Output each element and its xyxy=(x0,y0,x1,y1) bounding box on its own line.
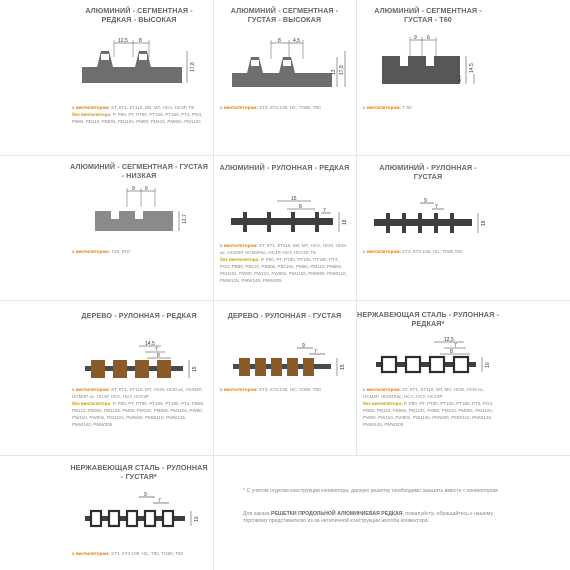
dim-label: 9 xyxy=(132,186,135,192)
dim-label: 9 xyxy=(144,492,147,498)
dim-label: 8 xyxy=(450,349,453,355)
compatibility-list xyxy=(363,248,494,255)
vent-models: Т 60 xyxy=(402,105,412,110)
vent-label: с вентилятором: xyxy=(72,387,111,392)
profile-drawing xyxy=(227,338,353,384)
dim-label: 15 xyxy=(291,196,297,202)
novent-label: без вентилятора: xyxy=(72,401,112,407)
dim-label: 8 xyxy=(139,38,142,44)
vent-label: с вентилятором: xyxy=(363,105,402,110)
compatibility-list xyxy=(72,248,207,255)
profile-drawing xyxy=(77,37,203,87)
vent-models: КТ3, КТ3-105, НС, ТО80, Т80 xyxy=(259,387,321,392)
vent-label: с вентилятором: xyxy=(72,249,111,254)
grille-title xyxy=(356,311,500,328)
dim-label: 10 xyxy=(194,516,200,522)
grille-card xyxy=(65,455,213,570)
novent-models: Р, Р80, РТ, РТ80, РТ105, РТ180, РТ4, РО4, РВ80, РВ110, РВ80s, РВ110s, РМ80, РМ110, РМ80s, РМ110s, РW80, РW110, РW80s, РW110s, РМW80, РМW110, РМW125, РМW140, РМW205 xyxy=(220,257,347,284)
profile-drawing xyxy=(79,336,205,386)
grille-card xyxy=(213,0,356,155)
title-line: РЕДКАЯ* xyxy=(411,318,445,328)
title-line: АЛЮМИНИЙ - СЕГМЕНТНАЯ - ГУСТАЯ xyxy=(69,162,208,171)
novent-label: без вентилятора: xyxy=(72,112,112,118)
grille-title xyxy=(65,312,213,321)
title-line: НЕРЖАВЕЮЩАЯ СТАЛЬ - РУЛОННАЯ - xyxy=(357,310,499,319)
dim-label: 15 xyxy=(192,366,198,372)
dim-label: 18 xyxy=(342,219,348,225)
profile-drawing xyxy=(81,185,207,241)
dim-label: 4,5 xyxy=(293,38,300,44)
dim-label: 17,8 xyxy=(339,65,345,75)
title-line: РЕДКАЯ - ВЫСОКАЯ xyxy=(101,14,177,24)
profile-drawing xyxy=(227,37,353,91)
dim-label: 8 xyxy=(157,353,160,359)
compatibility-list xyxy=(220,104,350,111)
profile-drawing xyxy=(370,34,496,90)
title-line: ДЕРЕВО - РУЛОННАЯ - ГУСТАЯ xyxy=(227,311,342,320)
note-text: Для заказа xyxy=(243,511,270,517)
dim-label: 12,5 xyxy=(118,38,128,44)
novent-models: Р, Р80, РТ, РТ80, РТ105, РТ180, РТ4, РО4, РВ80, РВ110, РВ80s, РВ110s, РМ80, РМ110, РМ80s, РМ110s, РW80, РW110, РW80s, РW110s, РМW80, РМW110, РМW125, РМW140, РМW205 xyxy=(363,401,494,428)
note-highlight: РЕШЕТКИ ПРОДОЛЬНОЙ АЛЮМИНИЕВАЯ РЕДКАЯ xyxy=(270,511,403,517)
title-line: ГУСТАЯ xyxy=(413,171,443,181)
grille-title xyxy=(65,163,213,180)
compatibility-list xyxy=(363,386,494,429)
title-line: ГУСТАЯ - ВЫСОКАЯ xyxy=(247,14,322,24)
profile-drawing xyxy=(370,334,496,384)
vent-models: КТ3, КТ3-105, НС, ТО80,Т80 xyxy=(402,249,463,254)
dim-label: 7 xyxy=(323,208,326,214)
vent-label: с вентилятором: xyxy=(363,387,402,392)
dim-label: 14,5 xyxy=(145,341,155,347)
title-line: - ГУСТАЯ* xyxy=(121,471,157,481)
vent-models: КТ3, КТ3-105, НС, ТО80, Т80 xyxy=(259,105,321,110)
title-line: ДЕРЕВО - РУЛОННАЯ - РЕДКАЯ xyxy=(81,311,197,320)
profile-drawing xyxy=(227,191,353,241)
title-line: ГУСТАЯ - Т60 xyxy=(404,14,452,24)
dim-label: 8 xyxy=(278,38,281,44)
dim-label: 9 xyxy=(424,198,427,204)
grille-title xyxy=(356,7,500,24)
note-text: , пожалуйста, обращайтесь к нашему торговому представителю из-за нетипичной конструкции желоба конвектора. xyxy=(243,511,493,524)
grille-title xyxy=(65,7,213,24)
title-line: АЛЮМИНИЙ - СЕГМЕНТНАЯ - xyxy=(85,6,193,15)
dim-label: 12,7 xyxy=(182,214,188,224)
dim-label: 17,8 xyxy=(190,62,196,72)
compatibility-list xyxy=(72,386,207,429)
title-line: АЛЮМИНИЙ - СЕГМЕНТНАЯ - xyxy=(374,6,482,15)
dim-label: 7 xyxy=(314,349,317,355)
novent-models: Р, Р80, РТ, РТ80, РТ105, РТ180, РТ4, РО4, РВ80, РВ110, РВ80s, РВ110s, РМ80, РМ110, РМ80s, РМ110s xyxy=(72,112,203,125)
dim-label: 10 xyxy=(485,362,491,368)
compatibility-list xyxy=(363,104,494,111)
title-line: - НИЗКАЯ xyxy=(121,170,157,180)
grille-card xyxy=(213,155,356,300)
title-line: АЛЮМИНИЙ - РУЛОННАЯ - xyxy=(379,163,477,172)
order-note-profile xyxy=(243,511,505,525)
title-line: НЕРЖАВЕЮЩАЯ СТАЛЬ - РУЛОННАЯ xyxy=(70,463,208,472)
vent-label: с вентилятором: xyxy=(363,249,402,254)
profile-drawing xyxy=(79,487,205,537)
grille-title xyxy=(356,164,500,181)
dim-label: 5,7 xyxy=(457,75,463,82)
dim-label: 7 xyxy=(155,347,158,353)
vent-models: КТ, КТ1, КТ110, МТ, НСМ, НСМ ас, НСМ4Р, НСМ4Р ас, НС4Р, НСА, НСУ, НСУ4Р xyxy=(72,387,202,400)
vent-label: с вентилятором: xyxy=(220,105,259,110)
novent-models: Р, Р80, РТ, РТ80, РТ105, РТ180, РТ4, РВ80, РВ110, РВ80s, РВ110s, РМ80, РМ110, РМ80s, РМ110s, РW80, РW110, РW80s, РW110s, РМW80, РМW110, РМW125, РМW140, РМW205 xyxy=(72,401,205,428)
dim-label: 7 xyxy=(158,498,161,504)
novent-label: без вентилятора: xyxy=(363,401,403,407)
grille-card xyxy=(356,300,500,455)
grille-card xyxy=(213,300,356,455)
novent-label: без вентилятора: xyxy=(220,257,260,263)
vent-label: с вентилятором: xyxy=(72,551,111,556)
vent-label: с вентилятором: xyxy=(220,243,259,248)
grille-card xyxy=(356,155,500,300)
grille-title xyxy=(213,312,356,321)
title-line: АЛЮМИНИЙ - РУЛОННАЯ - РЕДКАЯ xyxy=(219,163,350,172)
compatibility-list xyxy=(220,242,350,285)
vent-models: КТ, КТ1, КТ110, МТ, М0, НСМ, НСМ ас, НСМ4Р, НСМ4Рас, НСА, НСУ, НСУ4Р xyxy=(363,387,485,400)
dim-label: 18 xyxy=(481,220,487,226)
dim-label: 15 xyxy=(340,364,346,370)
vent-models: КТ3, КТ3-105, НС, Т80, ТО80, Т80 xyxy=(111,551,184,556)
profile-drawing xyxy=(368,195,494,241)
grille-card xyxy=(356,0,500,155)
grille-card xyxy=(65,0,213,155)
vent-label: с вентилятором: xyxy=(220,387,259,392)
compatibility-list xyxy=(72,104,207,125)
grille-title xyxy=(213,164,356,173)
vent-models: КТ, КТ1, КТ110, М0, МТ, НСА, НСМ, НСМ ас, НСМ4Р, НСМ4Рас, НС4Р, НСУ, НСУ4Р, ТЕ xyxy=(220,243,346,256)
compatibility-list xyxy=(72,550,207,557)
order-note: * С учетом отделки конструкции конвектора, данную решетку необходимо заказать вместе с конвектором. xyxy=(243,488,500,494)
dim-label: 14,5 xyxy=(469,63,475,73)
dim-label: 7 xyxy=(435,204,438,210)
vent-models: КТ, КТ1, КТ110, М0, МТ, НСА, НС4Р, ТЕ xyxy=(111,105,195,110)
vent-models: Т60, КТ0 xyxy=(111,249,130,254)
dim-label: 9 xyxy=(414,35,417,41)
dim-label: 6 xyxy=(427,35,430,41)
dim-label: 9 xyxy=(302,343,305,349)
dim-label: 7 xyxy=(454,343,457,349)
vent-label: с вентилятором: xyxy=(72,105,111,110)
dim-label: 6 xyxy=(145,186,148,192)
grille-card xyxy=(65,300,213,455)
grille-card xyxy=(65,155,213,300)
dim-label: 8 xyxy=(299,204,302,210)
title-line: АЛЮМИНИЙ - СЕГМЕНТНАЯ - xyxy=(230,6,339,15)
compatibility-list xyxy=(220,386,350,393)
dim-label: 13 xyxy=(331,69,337,75)
grille-title xyxy=(213,7,356,24)
dim-label: 12,5 xyxy=(444,337,454,343)
grille-title xyxy=(65,464,213,481)
